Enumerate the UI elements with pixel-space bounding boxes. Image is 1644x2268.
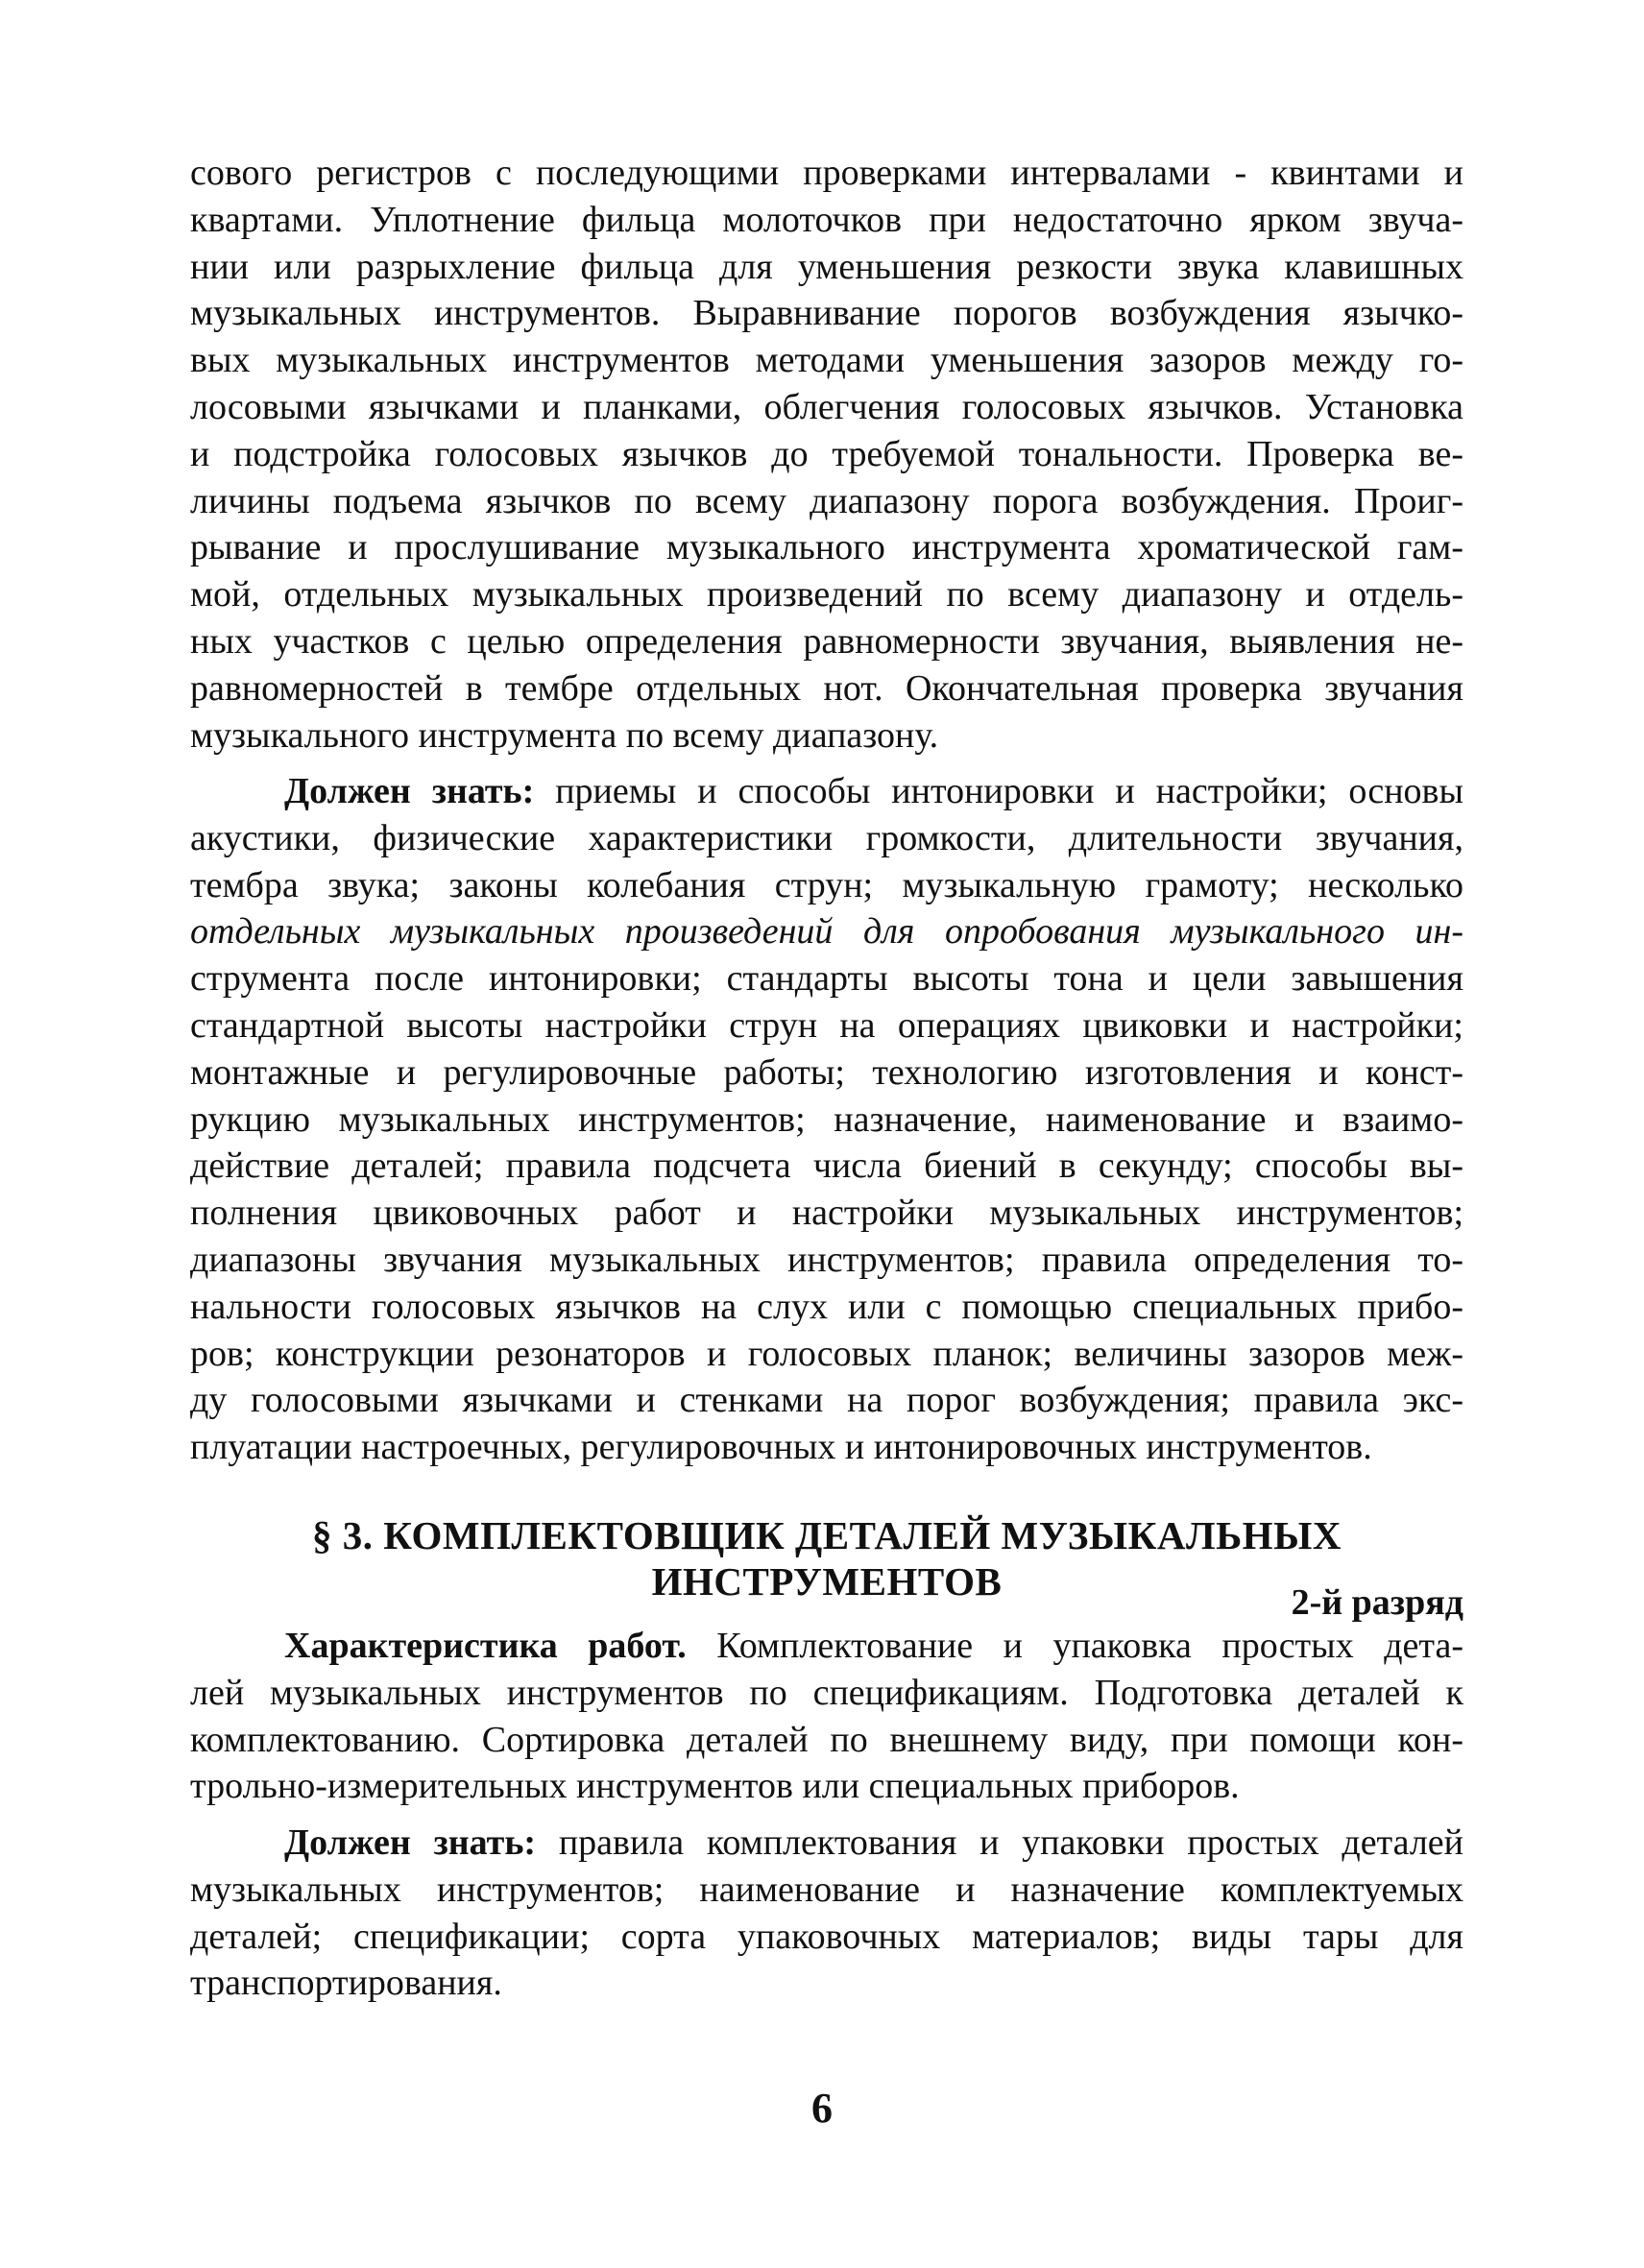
text-line: стандартной высоты настройки струн на операциях цвиковки и настройки; [190, 1004, 1463, 1046]
paragraph-work-characteristics [190, 1623, 1463, 1810]
work-characteristics-label: Характеристика работ. [284, 1626, 687, 1666]
text-line: плуатации настроечных, регулировочных и интонировочных инструментов. [190, 1427, 1372, 1468]
grade-label: 2-й разряд [1291, 1582, 1463, 1623]
text-line-first [190, 1623, 1463, 1670]
text-line-first [190, 1820, 1463, 1867]
text-line: струмента после интонировки; стандарты высоты тона и цели завышения [190, 958, 1463, 1000]
text-line: и подстройка голосовых язычков до требуемой тональности. Проверка ве- [190, 433, 1463, 474]
text-line: вых музыкальных инструментов методами уменьшения зазоров между го- [190, 340, 1463, 381]
must-know-label: Должен знать: [284, 1822, 537, 1863]
text-line: тембра звука; законы колебания струн; музыкальную грамоту; несколько [190, 864, 1463, 905]
paragraph-must-know-tuner [190, 768, 1463, 1471]
text-line: деталей; спецификации; сорта упаковочных материалов; виды тары для [190, 1916, 1463, 1957]
paragraph-tuning-operations [190, 150, 1463, 759]
text-line: транспортирования. [190, 1963, 502, 2004]
text-line: нии или разрыхление фильца для уменьшения резкости звука клавишных [190, 246, 1463, 287]
text-line: мой, отдельных музыкальных произведений по всему диапазону и отдель- [190, 574, 1463, 615]
text-run: приемы и способы интонировки и настройки; основы [534, 771, 1463, 811]
section-heading [190, 1512, 1463, 1604]
text-line: действие деталей; правила подсчета числа биений в секунду; способы вы- [190, 1146, 1463, 1187]
text-line: акустики, физические характеристики громкости, длительности звучания, [190, 817, 1463, 858]
text-line: ду голосовыми язычками и стенками на порог возбуждения; правила экс- [190, 1380, 1463, 1421]
text-line: равномерностей в тембре отдельных нот. Окончательная проверка звучания [190, 667, 1463, 709]
text-line: музыкальных инструментов. Выравнивание порогов возбуждения язычко- [190, 293, 1463, 334]
text-line: музыкального инструмента по всему диапазону. [190, 714, 939, 756]
text-line: сового регистров с последующими проверками интервалами - квинтами и [190, 153, 1463, 193]
text-run: правила комплектования и упаковки простых деталей [536, 1822, 1463, 1863]
text-line: отдельных музыкальных произведений для опробования музыкального ин- [190, 911, 1463, 953]
text-line: рукцию музыкальных инструментов; назначение, наименование и взаимо- [190, 1098, 1463, 1140]
text-line-first [190, 768, 1463, 815]
text-line: комплектованию. Сортировка деталей по внешнему виду, при помощи кон- [190, 1719, 1463, 1760]
text-line: нальности голосовых язычков на слух или с помощью специальных прибо- [190, 1286, 1463, 1327]
paragraph-must-know-assembler [190, 1820, 1463, 2007]
text-line: монтажные и регулировочные работы; технологию изготовления и конст- [190, 1051, 1463, 1093]
text-run: Комплектование и упаковка простых дета- [686, 1626, 1463, 1666]
text-line: квартами. Уплотнение фильца молоточков при недостаточно ярком звуча- [190, 199, 1463, 240]
section-title-line-1: § 3. КОМПЛЕКТОВЩИК ДЕТАЛЕЙ МУЗЫКАЛЬНЫХ [312, 1513, 1342, 1557]
text-line: полнения цвиковочных работ и настройки музыкальных инструментов; [190, 1193, 1463, 1234]
text-line: лосовыми язычками и планками, облегчения голосовых язычков. Установка [190, 386, 1463, 427]
text-line: лей музыкальных инструментов по спецификациям. Подготовка деталей к [190, 1672, 1463, 1713]
must-know-label: Должен знать: [284, 771, 535, 811]
text-line: диапазоны звучания музыкальных инструментов; правила определения то- [190, 1239, 1463, 1280]
text-line: трольно-измерительных инструментов или специальных приборов. [190, 1766, 1240, 1807]
text-line: рывание и прослушивание музыкального инструмента хроматической гам- [190, 527, 1463, 568]
text-line: ных участков с целью определения равномерности звучания, выявления не- [190, 620, 1463, 662]
text-line: ров; конструкции резонаторов и голосовых планок; величины зазоров меж- [190, 1333, 1463, 1374]
page-number: 6 [811, 2085, 833, 2132]
text-line: музыкальных инструментов; наименование и назначение комплектуемых [190, 1869, 1463, 1910]
section-title-line-2: ИНСТРУМЕНТОВ [651, 1559, 1003, 1604]
text-line: личины подъема язычков по всему диапазону порога возбуждения. Проиг- [190, 480, 1463, 521]
